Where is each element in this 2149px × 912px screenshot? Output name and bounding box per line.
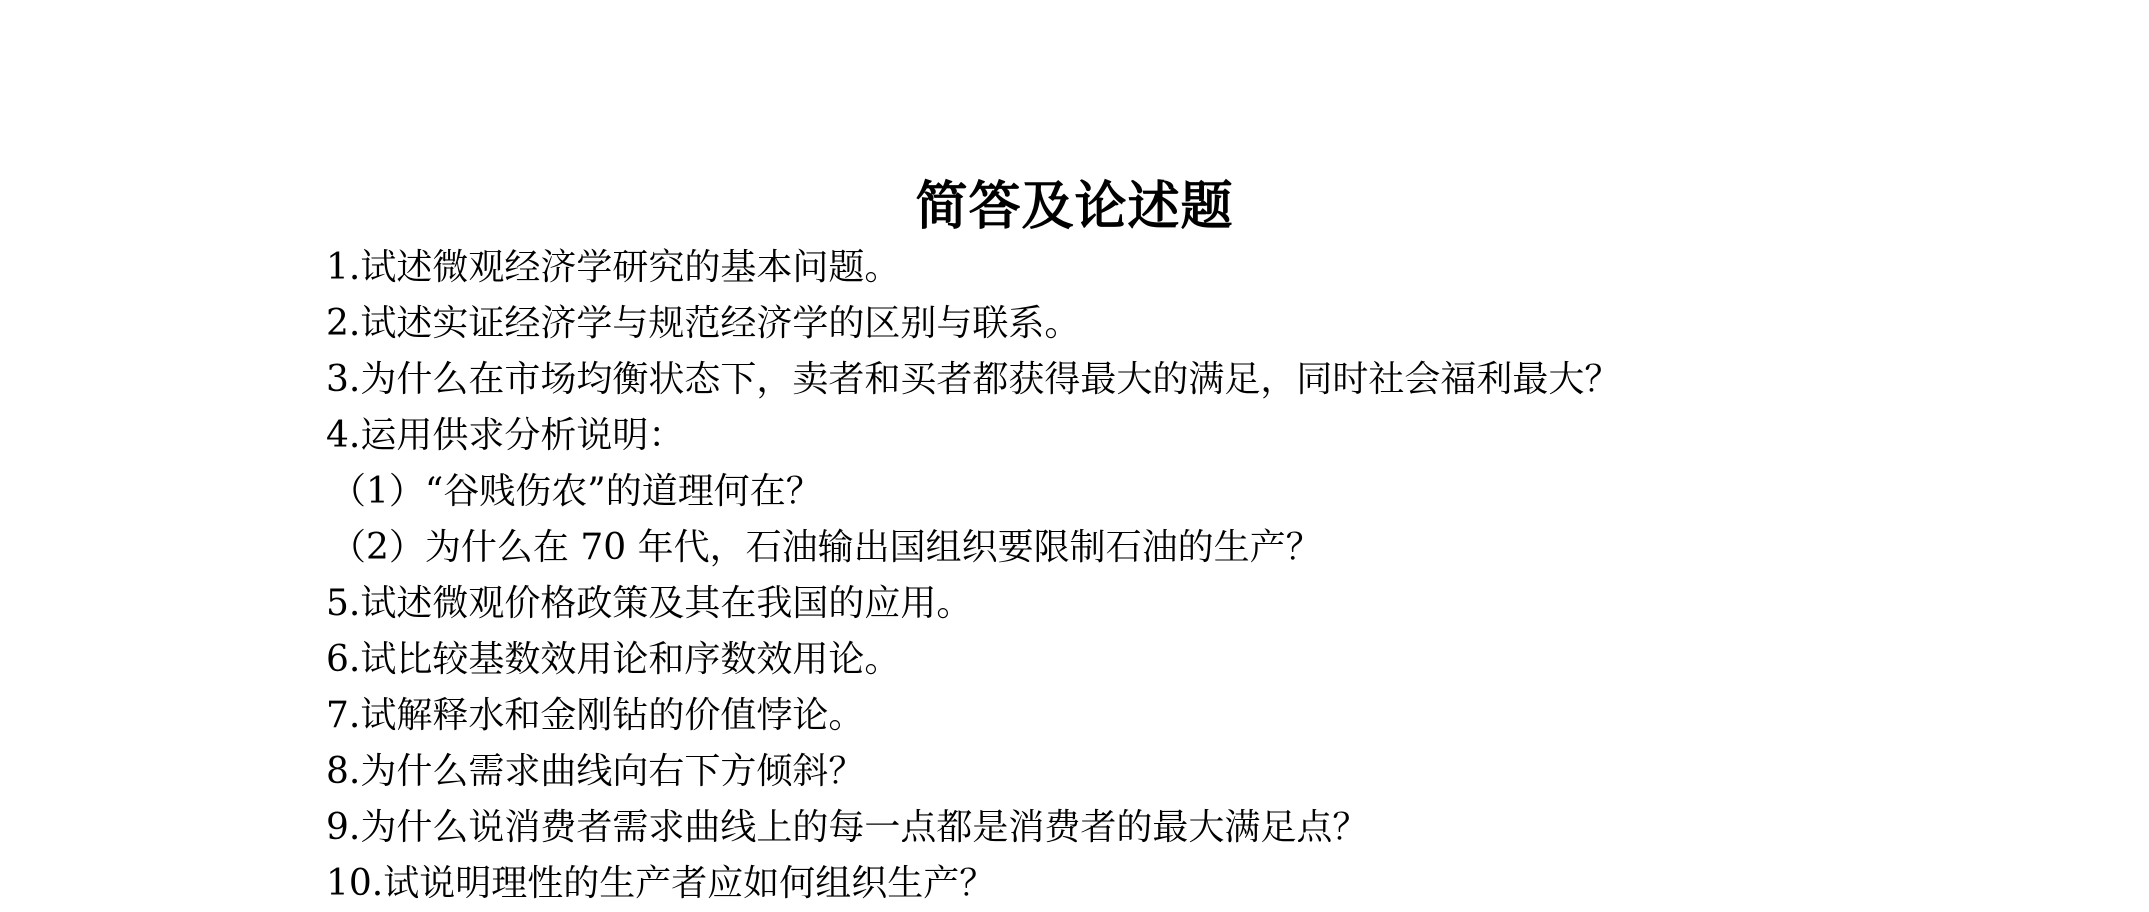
- question-item: 7.试解释水和金刚钻的价值悖论。: [326, 695, 865, 736]
- question-item: 8.为什么需求曲线向右下方倾斜？: [326, 751, 865, 792]
- sub-question-item: （2）为什么在 70 年代，石油输出国组织要限制石油的生产？: [330, 527, 1322, 568]
- sub-question-item: （1）“谷贱伤农”的道理何在？: [330, 471, 822, 512]
- question-item: 4.运用供求分析说明：: [326, 415, 685, 456]
- question-item: 3.为什么在市场均衡状态下，卖者和买者都获得最大的满足，同时社会福利最大？: [326, 359, 1621, 400]
- question-item: 9.为什么说消费者需求曲线上的每一点都是消费者的最大满足点？: [326, 807, 1369, 848]
- question-item: 5.试述微观价格政策及其在我国的应用。: [326, 583, 973, 624]
- question-item: 1.试述微观经济学研究的基本问题。: [326, 247, 901, 288]
- question-item: 10.试说明理性的生产者应如何组织生产？: [326, 863, 996, 904]
- question-item: 6.试比较基数效用论和序数效用论。: [326, 639, 901, 680]
- document-title: 简答及论述题: [915, 176, 1234, 237]
- question-item: 2.试述实证经济学与规范经济学的区别与联系。: [326, 303, 1081, 344]
- question-list: [326, 240, 2106, 912]
